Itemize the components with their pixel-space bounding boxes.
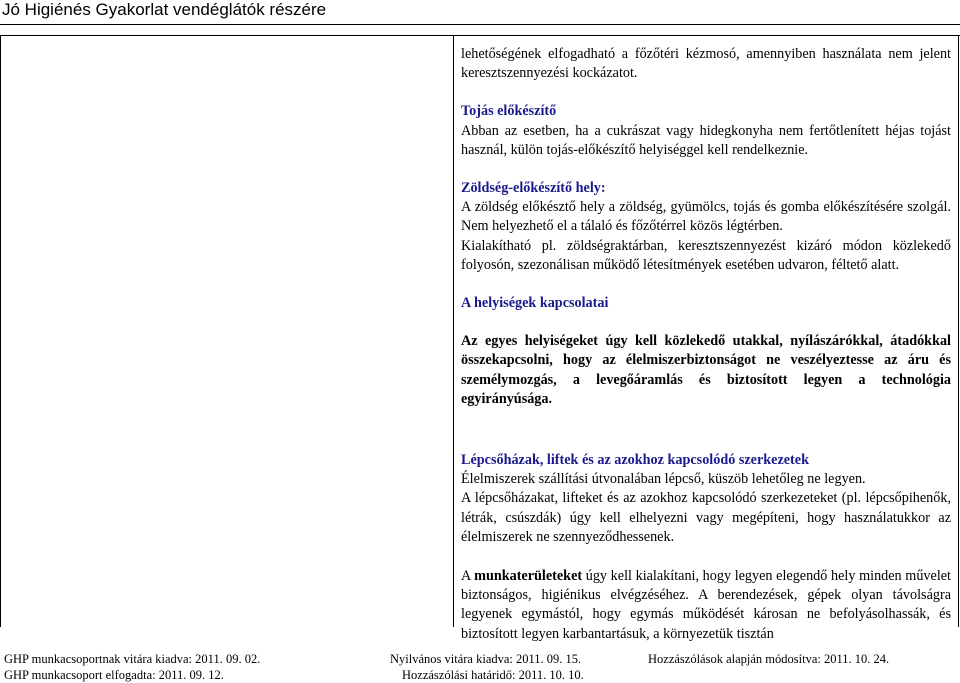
- egg-prep-heading: Tojás előkészítő: [461, 103, 557, 120]
- work-areas-paragraph: [461, 567, 951, 644]
- vegetable-prep-heading: Zöldség-előkészítő hely:: [461, 180, 606, 197]
- footer-ghp-accepted: GHP munkacsoport elfogadta: 2011. 09. 12.: [4, 668, 224, 682]
- egg-prep-text: Abban az esetben, ha a cukrászat vagy hidegkonyha nem fertőtlenített héjas tojást használ, külön tojás-előkészítő helyiséggel kell rendelkeznie.: [461, 122, 951, 158]
- table-column-divider: [453, 36, 454, 627]
- footer-comment-deadline: Hozzászólási határidő: 2011. 10. 10.: [402, 668, 584, 682]
- stairs-text-2: A lépcsőházakat, lifteket és az azokhoz kapcsolódó szerkezeteket (pl. lépcsőpihenők, létrák, csúszdák) úgy kell elhelyezni vagy megépíteni, hogy használatukkor az élelmiszerek ne szennyeződhessenek.: [461, 490, 951, 545]
- stairs-heading: Lépcsőházak, liftek és az azokhoz kapcsolódó szerkezetek: [461, 452, 809, 469]
- intro-paragraph: lehetőségének elfogadható a főzőtéri kézmosó, amennyiben használata nem jelent keresztszennyezési kockázatot.: [461, 46, 951, 82]
- vegetable-prep-text-2: Kialakítható pl. zöldségraktárban, keresztszennyezést kizáró módon közlekedő folyosón, szezonálisan működő létesítmények esetében udvaron, féltető alatt.: [461, 237, 951, 273]
- running-header: Jó Higiénés Gyakorlat vendéglátók részére: [2, 0, 327, 19]
- vegetable-prep-text-1: A zöldség előkésztő hely a zöldség, gyümölcs, tojás és gomba előkészítésére szolgál. Nem helyezhető el a tálaló és főzőtérrel közös légtérben.: [461, 199, 951, 235]
- work-areas-term: munkaterületeket: [474, 568, 583, 585]
- rooms-connection-text: Az egyes helyiségeket úgy kell közlekedő utakkal, nyílászárókkal, átadókkal összekapcsolni, hogy az élelmiszerbiztonságot ne veszélyeztesse az áru és személymozgás, a levegőáramlás és biztosított legyen a technológia egyirányúsága.: [461, 333, 951, 407]
- stairs-text-1: Élelmiszerek szállítási útvonalában lépcső, küszöb lehetőleg ne legyen.: [461, 471, 866, 488]
- table-left-border: [0, 36, 1, 627]
- footer-modified: Hozzászólások alapján módosítva: 2011. 10. 24.: [648, 652, 890, 666]
- header-rule: [0, 24, 960, 25]
- work-areas-prefix: A: [461, 568, 475, 585]
- document-footer: [0, 651, 960, 683]
- table-right-border: [958, 36, 959, 627]
- footer-public-debate: Nyilvános vitára kiadva: 2011. 09. 15.: [390, 652, 582, 666]
- rooms-connection-heading: A helyiségek kapcsolatai: [461, 295, 609, 312]
- right-column-text: [461, 45, 951, 644]
- footer-ghp-sent: GHP munkacsoportnak vitára kiadva: 2011. 09. 02.: [4, 652, 261, 666]
- work-areas-text: úgy kell kialakítani, hogy legyen elegendő hely minden művelet biztonságos, higiénikus elvégzéséhez. A berendezések, gépek olyan távolságra legyenek egymástól, hogy egymás működését károsan ne befolyásolhassák, és biztosított legyen karbantartásuk, a környezetük tisztán: [461, 568, 951, 642]
